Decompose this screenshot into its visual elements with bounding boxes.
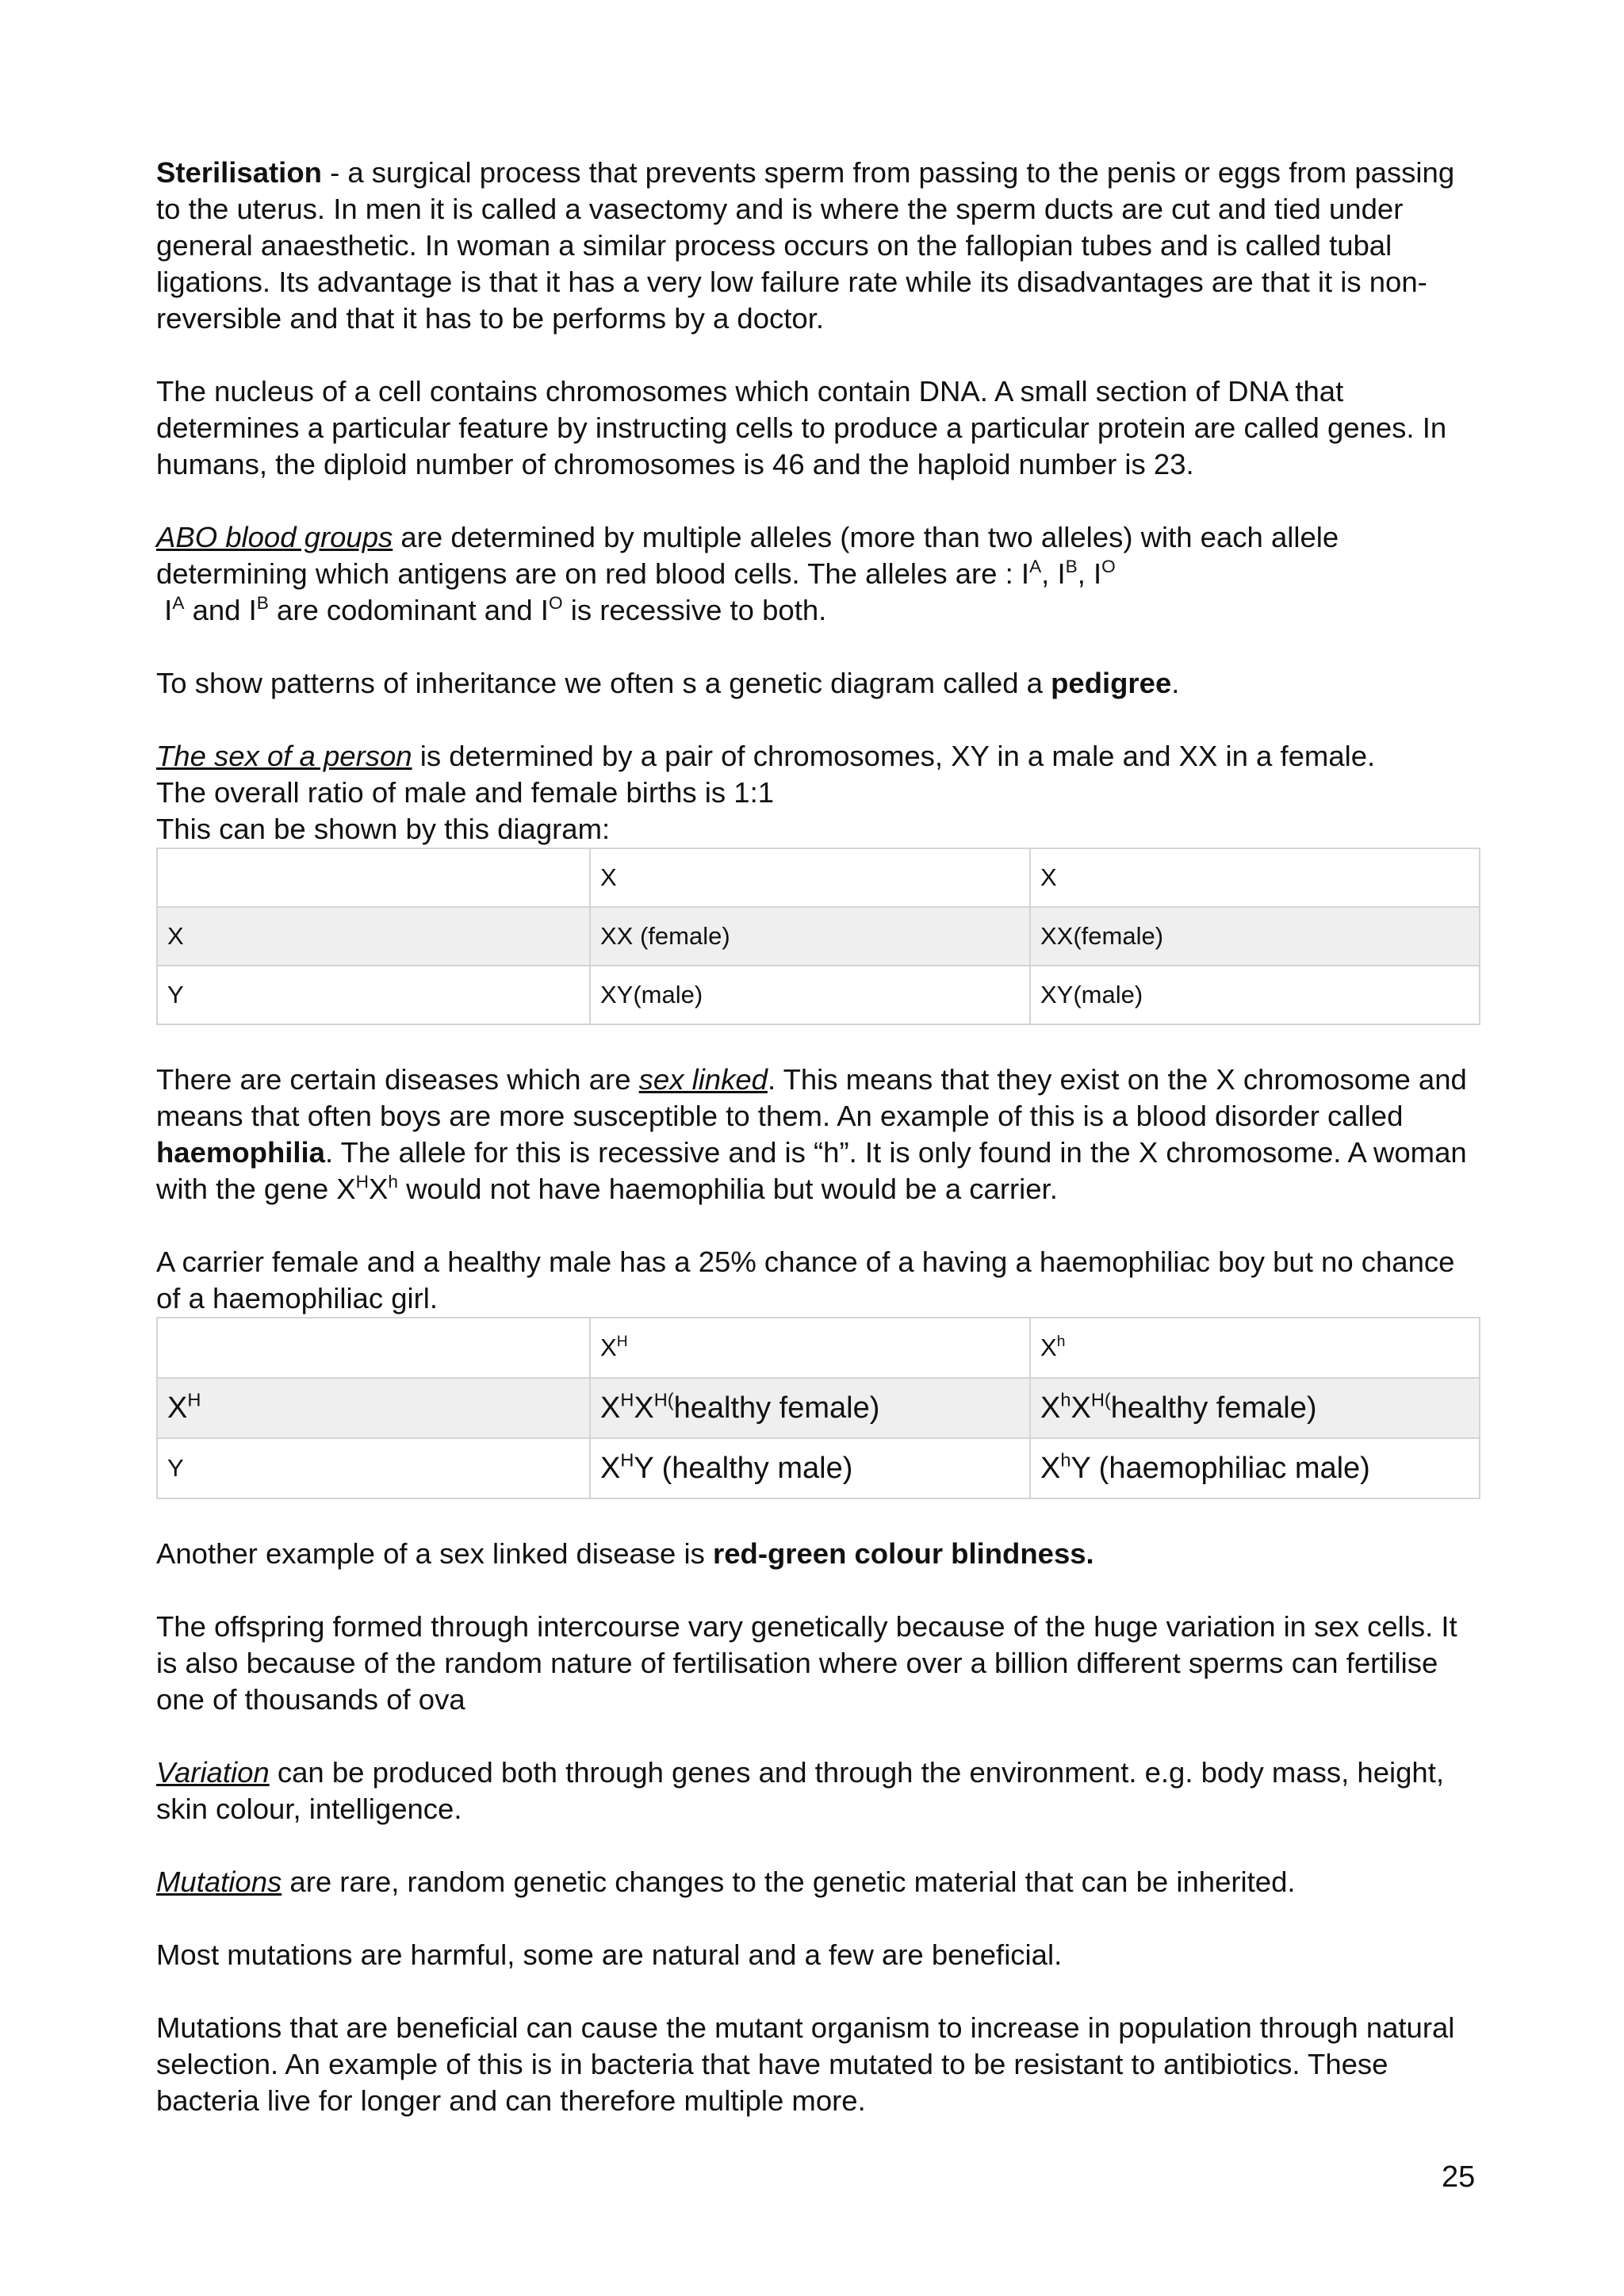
and-text: and <box>192 594 249 626</box>
x-chromosome: X <box>600 1334 617 1361</box>
sup-h-recessive: h <box>1056 1334 1066 1351</box>
x-chromosome: X <box>634 1391 654 1425</box>
table-cell <box>1030 1378 1480 1438</box>
sex-text: is determined by a pair of chromosomes, XY in a male and XX in a female. <box>412 740 1376 772</box>
pedigree-term: pedigree <box>1051 667 1172 699</box>
sup-h-dominant: H <box>620 1448 634 1470</box>
nucleus-paragraph: The nucleus of a cell contains chromosomes which contain DNA. A small section of DNA that determines a particular feature by instructing cells to produce a particular protein are called genes. In humans, the diploid number of chromosomes is 46 and the haploid number is 23. <box>156 375 1447 480</box>
sex-paragraph <box>156 738 1484 848</box>
sup-h-dominant: H <box>653 1388 668 1410</box>
genotype-label: healthy female) <box>673 1391 880 1425</box>
allele-base: I <box>1094 557 1102 590</box>
allele-base: I <box>1057 557 1066 590</box>
comma: , <box>1077 557 1094 590</box>
table-cell <box>590 1438 1030 1498</box>
abo-text: are determined by multiple alleles (more than two alleles) with each allele determining which antigens are on red blood cells. The alleles are : <box>156 521 1339 590</box>
offspring-paragraph: The offspring formed through intercourse vary genetically because of the huge variation in sex cells. It is also because of the random nature of fertilisation where over a billion different sperms can fertilise one of thousands of ova <box>156 1610 1457 1716</box>
table-cell <box>1030 1438 1480 1498</box>
x-chromosome: X <box>1040 1391 1061 1425</box>
sup-h-dominant: H <box>620 1388 634 1410</box>
abo-paragraph <box>156 519 1484 629</box>
comma: , <box>1041 557 1058 590</box>
genotype-label: healthy female) <box>1110 1391 1317 1425</box>
beneficial-mutations-paragraph: Mutations that are beneficial can cause the mutant organism to increase in population through natural selection. An example of this is in bacteria that have mutated to be resistant to antibiotics. These bacteria live for longer and can therefore multiple more. <box>156 2011 1455 2117</box>
document-page <box>156 155 1484 2119</box>
table-row <box>157 966 1480 1024</box>
table-cell <box>590 1318 1030 1378</box>
allele-sup-o: O <box>1101 556 1116 576</box>
x-chromosome: X <box>600 1391 621 1425</box>
table-row <box>157 907 1480 966</box>
sterilisation-term: Sterilisation <box>156 156 322 189</box>
table-cell: X <box>590 848 1030 907</box>
colour-blindness-term: red-green colour blindness. <box>713 1537 1094 1570</box>
sex-term: The sex of a person <box>156 740 412 772</box>
x-chromosome: X <box>167 1391 188 1425</box>
sup-h-dominant: H <box>616 1334 628 1351</box>
x-chromosome: X <box>600 1451 621 1485</box>
sex-linked-term: sex linked <box>638 1063 768 1096</box>
table-cell <box>157 848 590 907</box>
mutations-term: Mutations <box>156 1866 282 1898</box>
codominant-text: are codominant and <box>277 594 541 626</box>
x-chromosome: X <box>1071 1391 1091 1425</box>
allele-base: I <box>248 594 257 626</box>
table-cell <box>157 1318 590 1378</box>
sup-h-recessive: h <box>388 1171 398 1192</box>
table-row <box>157 1378 1480 1438</box>
pedigree-text: To show patterns of inheritance we often s a genetic diagram called a <box>156 667 1051 699</box>
allele-sup-b: B <box>256 592 269 613</box>
sex-linked-text3: . The allele for this is recessive and is “h”. It is only found in the X chromosome. A woman with the gene X <box>156 1136 1467 1205</box>
page-number: 25 <box>1442 2160 1476 2194</box>
table-cell: XY(male) <box>590 966 1030 1024</box>
sex-linked-text1: There are certain diseases which are <box>156 1063 639 1096</box>
haemophilia-term: haemophilia <box>156 1136 325 1169</box>
sup-h-recessive: h <box>1060 1388 1071 1410</box>
mutations-text: are rare, random genetic changes to the genetic material that can be inherited. <box>282 1866 1296 1898</box>
table-row <box>157 1318 1480 1378</box>
colour-blindness-paragraph <box>156 1536 1484 1572</box>
sup-h-dominant: H <box>187 1388 201 1410</box>
x-chromosome: X <box>1040 1451 1061 1485</box>
allele-sup-a: A <box>1029 556 1042 576</box>
sex-linked-text2: . This means that they exist on the X chromosome and means that often boys are more susceptible to them. An example of this is a blood disorder called <box>156 1063 1467 1132</box>
table-cell: Y <box>157 966 590 1024</box>
pedigree-paragraph <box>156 665 1484 702</box>
sup-h-recessive: h <box>1060 1448 1071 1470</box>
table-cell: Y <box>157 1438 590 1498</box>
recessive-text: is recessive to both. <box>570 594 827 626</box>
allele-base: I <box>164 594 173 626</box>
haemophilia-punnett-table <box>156 1317 1480 1499</box>
sex-punnett-table <box>156 848 1480 1025</box>
allele-sup-a: A <box>172 592 185 613</box>
sterilisation-paragraph <box>156 155 1484 337</box>
sterilisation-text: - a surgical process that prevents sperm from passing to the penis or eggs from passing to the uterus. In men it is called a vasectomy and is where the sperm ducts are cut and tied under general anaesthetic. In woman a similar process occurs on the fallopian tubes and is called tubal ligations. Its advantage is that it has a very low failure rate while its disadvantages are that it is non-reversible and that it has to be performs by a doctor. <box>156 156 1455 335</box>
sex-linked-paragraph <box>156 1062 1484 1207</box>
sex-ratio-line: The overall ratio of male and female births is 1:1 <box>156 776 775 809</box>
table-row <box>157 848 1480 907</box>
table-row <box>157 1438 1480 1498</box>
x-chromosome: X <box>1040 1334 1057 1361</box>
allele-base: I <box>1021 557 1030 590</box>
table-cell <box>590 1378 1030 1438</box>
abo-term: ABO blood groups <box>156 521 393 553</box>
variation-text: can be produced both through genes and through the environment. e.g. body mass, height, skin colour, intelligence. <box>156 1756 1445 1825</box>
x-chromosome: X <box>368 1173 389 1205</box>
most-mutations-paragraph: Most mutations are harmful, some are natural and a few are beneficial. <box>156 1938 1063 1971</box>
sex-diagram-line: This can be shown by this diagram: <box>156 813 611 845</box>
table-cell: XY(male) <box>1030 966 1480 1024</box>
table-cell: X <box>157 907 590 966</box>
open-paren: ( <box>667 1388 674 1410</box>
table-cell: XX(female) <box>1030 907 1480 966</box>
table-cell <box>1030 1318 1480 1378</box>
mutations-paragraph <box>156 1864 1484 1900</box>
allele-sup-o: O <box>548 592 563 613</box>
allele-base: I <box>540 594 549 626</box>
sex-linked-text4: would not have haemophilia but would be a carrier. <box>397 1173 1058 1205</box>
variation-paragraph <box>156 1755 1484 1827</box>
table-cell <box>157 1378 590 1438</box>
table-cell: X <box>1030 848 1480 907</box>
genotype-label: Y (haemophiliac male) <box>1071 1451 1370 1485</box>
pedigree-end: . <box>1171 667 1180 699</box>
sup-h-dominant: H <box>355 1171 369 1192</box>
allele-sup-b: B <box>1065 556 1078 576</box>
genotype-label: Y (healthy male) <box>634 1451 853 1485</box>
sup-h-dominant: H <box>1090 1388 1105 1410</box>
carrier-paragraph: A carrier female and a healthy male has a 25% chance of a having a haemophiliac boy but no chance of a haemophiliac girl. <box>156 1246 1455 1314</box>
open-paren: ( <box>1104 1388 1111 1410</box>
table-cell: XX (female) <box>590 907 1030 966</box>
another-text: Another example of a sex linked disease is <box>156 1537 714 1570</box>
variation-term: Variation <box>156 1756 270 1789</box>
